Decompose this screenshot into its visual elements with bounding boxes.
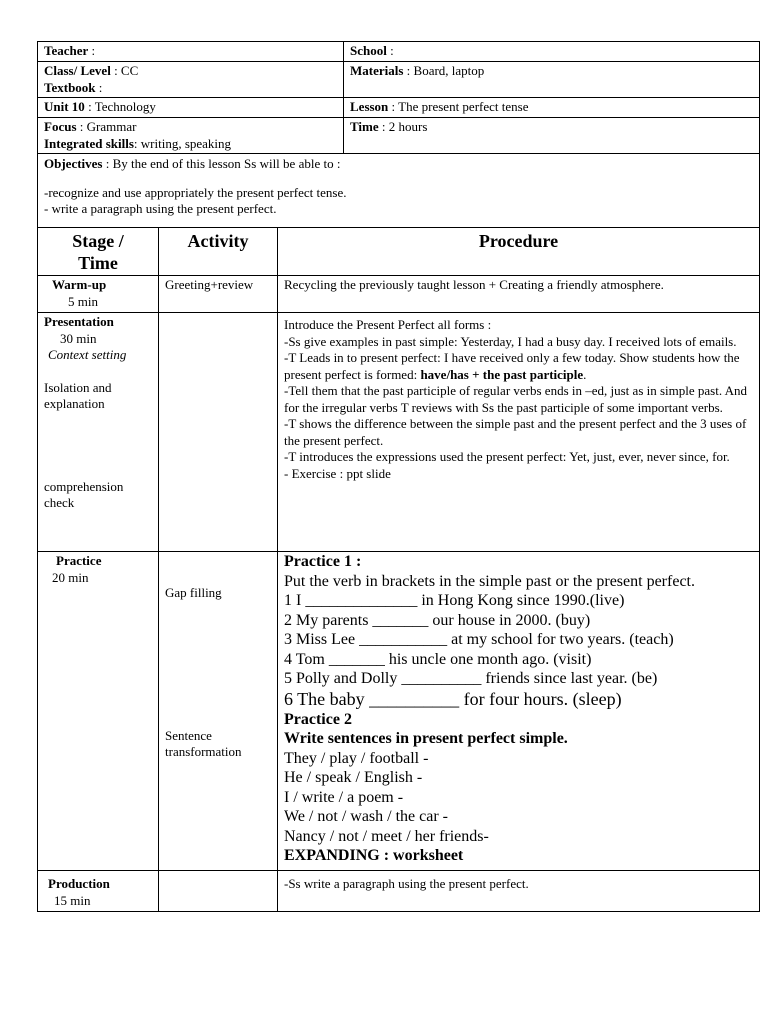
table-row (38, 276, 760, 313)
focus-cell: Focus : Grammar Integrated skills: writing, speaking (38, 118, 344, 154)
objectives-cell: Objectives : By the end of this lesson Ss will be able to : -recognize and use appropriately the present perfect tense. - write a paragraph using the present perfect. (38, 154, 760, 228)
class-cell: Class/ Level : CC Textbook : (38, 62, 344, 98)
practice-stage: Practice 20 min (38, 552, 159, 871)
list-item: I / write / a poem - (284, 788, 404, 806)
production-activity (159, 871, 278, 912)
list-item: Nancy / not / meet / her friends- (284, 827, 489, 845)
list-item: 2 My parents _______ our house in 2000. (buy) (284, 611, 591, 629)
activity-column-header: Activity (159, 228, 278, 276)
header-table (37, 41, 760, 228)
production-stage: Production 15 min (38, 871, 159, 912)
time-cell: Time : 2 hours (344, 118, 760, 154)
practice-procedure: Practice 1 : Put the verb in brackets in the simple past or the present perfect. 1 I ______________ in Hong Kong since 1990.(live) 2 My parents _______ our house in 2000. (buy) 3 Miss Lee ___________ at my school for two years. (teach) 4 Tom _______ his uncle one month ago. (visit) 5 Polly and Dolly __________ friends since last year. (be) 6 The baby __________ for four hours. (sleep) Practice 2 Write sentences in present perfect simple. They / play / football - He / speak / English - I / write / a poem - We / not / wash / the car - Nancy / not / meet / her friends- EXPANDING : worksheet (278, 552, 760, 871)
table-row (38, 552, 760, 871)
procedure-column-header: Procedure (278, 228, 760, 276)
warmup-procedure: Recycling the previously taught lesson + Creating a friendly atmosphere. (278, 276, 760, 313)
objective-item: - write a paragraph using the present perfect. (44, 201, 277, 216)
warmup-activity: Greeting+review (159, 276, 278, 313)
table-row (38, 313, 760, 552)
list-item: 3 Miss Lee ___________ at my school for two years. (teach) (284, 631, 674, 648)
warmup-stage: Warm-up 5 min (38, 276, 159, 313)
presentation-stage: Presentation 30 min Context setting Isolation and explanation comprehension check (38, 313, 159, 552)
presentation-procedure: Introduce the Present Perfect all forms : -Ss give examples in past simple: Yesterday, I had a busy day. I received lots of emails. -T Leads in to present perfect: I have received only a few today. Show students how the present perfect is formed: have/has + the past participle. -Tell them that the past participle of regular verbs ends in –ed, just as in simple past. And for the irregular verbs T reviews with Ss the past participle of some important verbs. -T shows the difference between the simple past and the present perfect and the 3 uses of the present perfect. -T introduces the expressions used the present perfect: Yet, just, ever, never since, for. - Exercise : ppt slide (278, 313, 760, 552)
table-row (38, 871, 760, 912)
lesson-cell: Lesson : The present perfect tense (344, 98, 760, 118)
materials-cell: Materials : Board, laptop (344, 62, 760, 98)
procedure-table (37, 227, 760, 912)
school-cell: School : (344, 42, 760, 62)
practice-activity: Gap filling Sentence transformation (159, 552, 278, 871)
list-item: 4 Tom _______ his uncle one month ago. (visit) (284, 650, 592, 668)
presentation-activity (159, 313, 278, 552)
list-item: 1 I ______________ in Hong Kong since 1990.(live) (284, 592, 625, 609)
unit-cell: Unit 10 : Technology (38, 98, 344, 118)
objective-item: -recognize and use appropriately the present perfect tense. (44, 184, 347, 200)
list-item: He / speak / English - (284, 769, 423, 786)
production-procedure: -Ss write a paragraph using the present perfect. (278, 871, 760, 912)
stage-column-header: Stage / Time (38, 228, 159, 276)
list-item: 6 The baby __________ for four hours. (sleep) (284, 688, 622, 709)
teacher-cell: Teacher : (38, 42, 344, 62)
list-item: They / play / football - (284, 749, 429, 767)
lesson-plan (37, 41, 759, 912)
list-item: 5 Polly and Dolly __________ friends since last year. (be) (284, 670, 658, 687)
list-item: We / not / wash / the car - (284, 808, 448, 825)
